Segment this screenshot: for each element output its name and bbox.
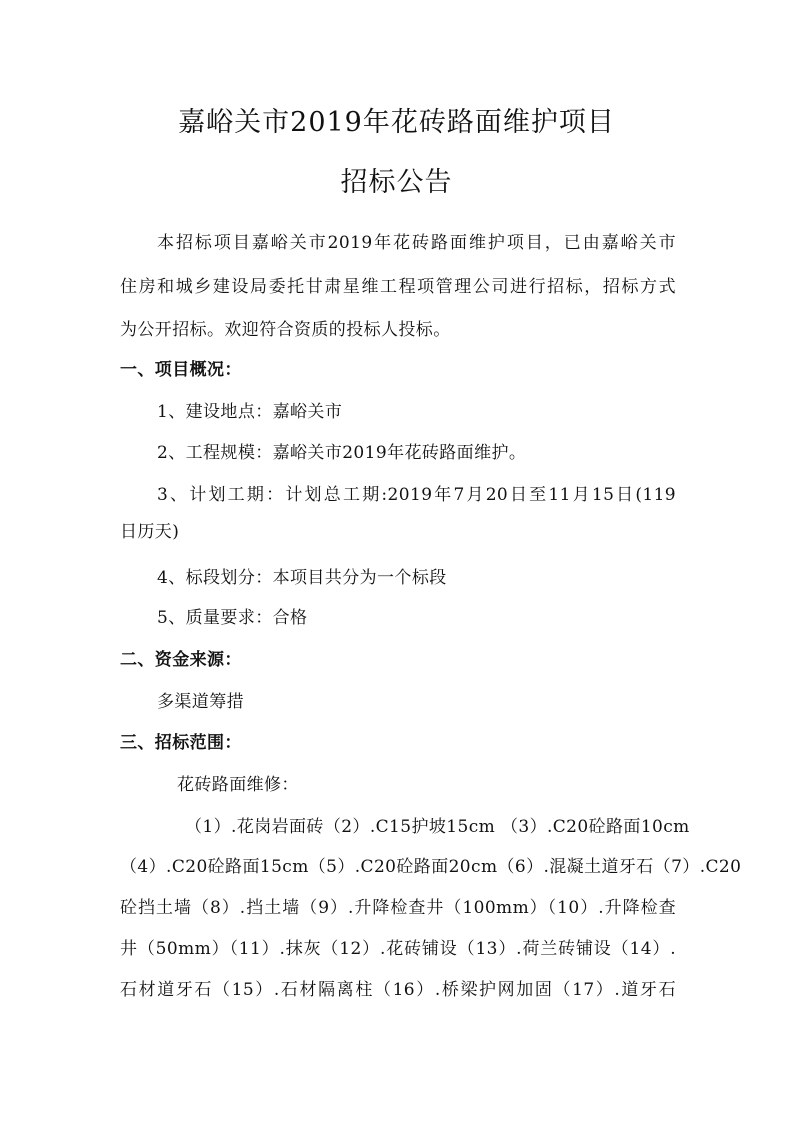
overview-item-lots: 4、标段划分：本项目共分为一个标段 [157, 568, 447, 588]
section-heading-scope: 三、招标范围： [120, 733, 242, 753]
overview-item-scale: 2、工程规模：嘉峪关市2019年花砖路面维护。 [157, 443, 527, 463]
intro-line-1: 本招标项目嘉峪关市2019年花砖路面维护项目，已由嘉峪关市 [157, 233, 676, 253]
intro-line-3: 为公开招标。欢迎符合资质的投标人投标。 [120, 320, 451, 340]
overview-item-location: 1、建设地点：嘉峪关市 [157, 402, 343, 422]
scope-line-5: 石材道牙石（15）.石材隔离柱（16）.桥梁护网加固（17）.道牙石 [120, 980, 676, 1000]
intro-line-2: 住房和城乡建设局委托甘肃星维工程项管理公司进行招标，招标方式 [120, 277, 676, 297]
overview-item-quality: 5、质量要求：合格 [157, 608, 308, 628]
section-heading-overview: 一、项目概况： [120, 360, 242, 380]
scope-line-2: （4）.C20砼路面15cm（5）.C20砼路面20cm（6）.混凝土道牙石（7）.C20 [120, 857, 742, 877]
funding-text: 多渠道筹措 [157, 692, 244, 712]
scope-line-3: 砼挡土墙（8）.挡土墙（9）.升降检查井（100mm）（10）.升降检查 [120, 898, 676, 918]
scope-line-4: 井（50mm）（11）.抹灰（12）.花砖铺设（13）.荷兰砖铺设（14）. [120, 939, 676, 959]
scope-line-1: （1）.花岗岩面砖（2）.C15护坡15cm （3）.C20砼路面10cm [185, 817, 690, 837]
overview-item-schedule-cont: 日历天) [120, 522, 180, 542]
overview-item-schedule: 3、计划工期：计划总工期:2019年7月20日至11月15日(119 [157, 485, 676, 505]
document-title: 嘉峪关市2019年花砖路面维护项目 [178, 107, 615, 138]
section-heading-funding: 二、资金来源： [120, 650, 242, 670]
scope-subheading: 花砖路面维修： [177, 775, 299, 795]
document-subtitle: 招标公告 [340, 167, 453, 198]
